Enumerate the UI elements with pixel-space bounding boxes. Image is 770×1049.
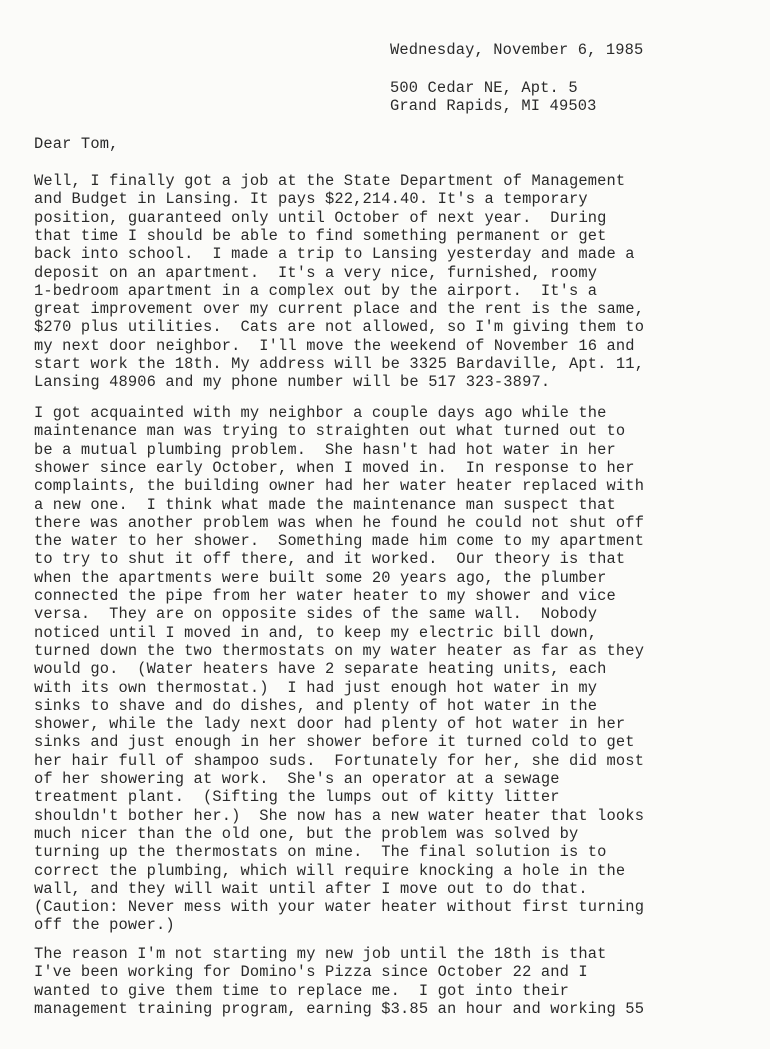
- letter-date: Wednesday, November 6, 1985: [390, 41, 644, 59]
- text-line: shouldn't bother her.) She now has a new water heater that looks: [34, 806, 645, 825]
- text-line: (Caution: Never mess with your water heater without first turning: [34, 898, 645, 917]
- text-line: connected the pipe from her water heater to my shower and vice: [34, 587, 616, 605]
- text-line: that time I should be able to find something permanent or get: [34, 226, 607, 245]
- text-line: noticed until I moved in and, to keep my electric bill down,: [34, 623, 598, 642]
- text-line: to try to shut it off there, and it worked. Our theory is that: [34, 550, 626, 569]
- text-line: $270 plus utilities. Cats are not allowed, so I'm giving them to: [34, 318, 645, 337]
- text-line: Well, I finally got a job at the State Department of Management: [34, 172, 626, 190]
- text-line: of her showering at work. She's an operator at a sewage: [34, 770, 560, 788]
- text-line: The reason I'm not starting my new job until the 18th is that: [34, 945, 607, 963]
- sender-address-line-2: Grand Rapids, MI 49503: [390, 97, 597, 115]
- text-line: the water to her shower. Something made him come to my apartment: [34, 532, 645, 551]
- text-line: back into school. I made a trip to Lansing yesterday and made a: [34, 245, 635, 264]
- text-line: shower since early October, when I moved in. In response to her: [34, 458, 635, 477]
- text-line: management training program, earning $3.85 an hour and working 55: [34, 999, 645, 1018]
- text-line: would go. (Water heaters have 2 separate heating units, each: [34, 660, 607, 679]
- text-line: much nicer than the old one, but the problem was solved by: [34, 824, 579, 843]
- text-line: start work the 18th. My address will be 3325 Bardaville, Apt. 11,: [34, 355, 645, 373]
- text-line: my next door neighbor. I'll move the weekend of November 16 and: [34, 336, 635, 355]
- text-line: with its own thermostat.) I had just enough hot water in my: [34, 678, 598, 697]
- text-line: maintenance man was trying to straighten out what turned out to: [34, 422, 626, 441]
- text-line: shower, while the lady next door had plenty of hot water in her: [34, 715, 626, 734]
- text-line: her hair full of shampoo suds. Fortunately for her, she did most: [34, 751, 645, 770]
- text-line: deposit on an apartment. It's a very nice, furnished, roomy: [34, 263, 598, 282]
- text-line: there was another problem was when he found he could not shut off: [34, 513, 645, 532]
- text-line: great improvement over my current place and the rent is the same,: [34, 300, 645, 319]
- text-line: turned down the two thermostats on my water heater as far as they: [34, 641, 645, 660]
- text-line: correct the plumbing, which will require knocking a hole in the: [34, 861, 626, 880]
- text-line: and Budget in Lansing. It pays $22,214.40. It's a temporary: [34, 190, 588, 209]
- text-line: sinks to shave and do dishes, and plenty of hot water in the: [34, 696, 598, 715]
- text-line: versa. They are on opposite sides of the same wall. Nobody: [34, 605, 598, 624]
- text-line: be a mutual plumbing problem. She hasn't had hot water in her: [34, 440, 616, 459]
- text-line: sinks and just enough in her shower before it turned cold to get: [34, 733, 635, 752]
- text-line: position, guaranteed only until October of next year. During: [34, 208, 607, 227]
- sender-address-line-1: 500 Cedar NE, Apt. 5: [390, 79, 578, 97]
- text-line: I've been working for Domino's Pizza since October 22 and I: [34, 963, 588, 982]
- text-line: 1-bedroom apartment in a complex out by the airport. It's a: [34, 281, 598, 300]
- text-line: wanted to give them time to replace me. I got into their: [34, 981, 569, 1000]
- text-line: complaints, the building owner had her water heater replaced with: [34, 477, 645, 496]
- salutation: Dear Tom,: [34, 135, 119, 153]
- text-line: Lansing 48906 and my phone number will be 517 323-3897.: [34, 373, 551, 392]
- text-line: wall, and they will wait until after I move out to do that.: [34, 879, 588, 898]
- text-line: treatment plant. (Sifting the lumps out of kitty litter: [34, 788, 560, 807]
- text-line: off the power.): [34, 916, 175, 935]
- text-line: I got acquainted with my neighbor a couple days ago while the: [34, 404, 607, 422]
- text-line: turning up the thermostats on mine. The final solution is to: [34, 843, 607, 862]
- text-line: a new one. I think what made the maintenance man suspect that: [34, 495, 616, 514]
- text-line: when the apartments were built some 20 years ago, the plumber: [34, 568, 607, 587]
